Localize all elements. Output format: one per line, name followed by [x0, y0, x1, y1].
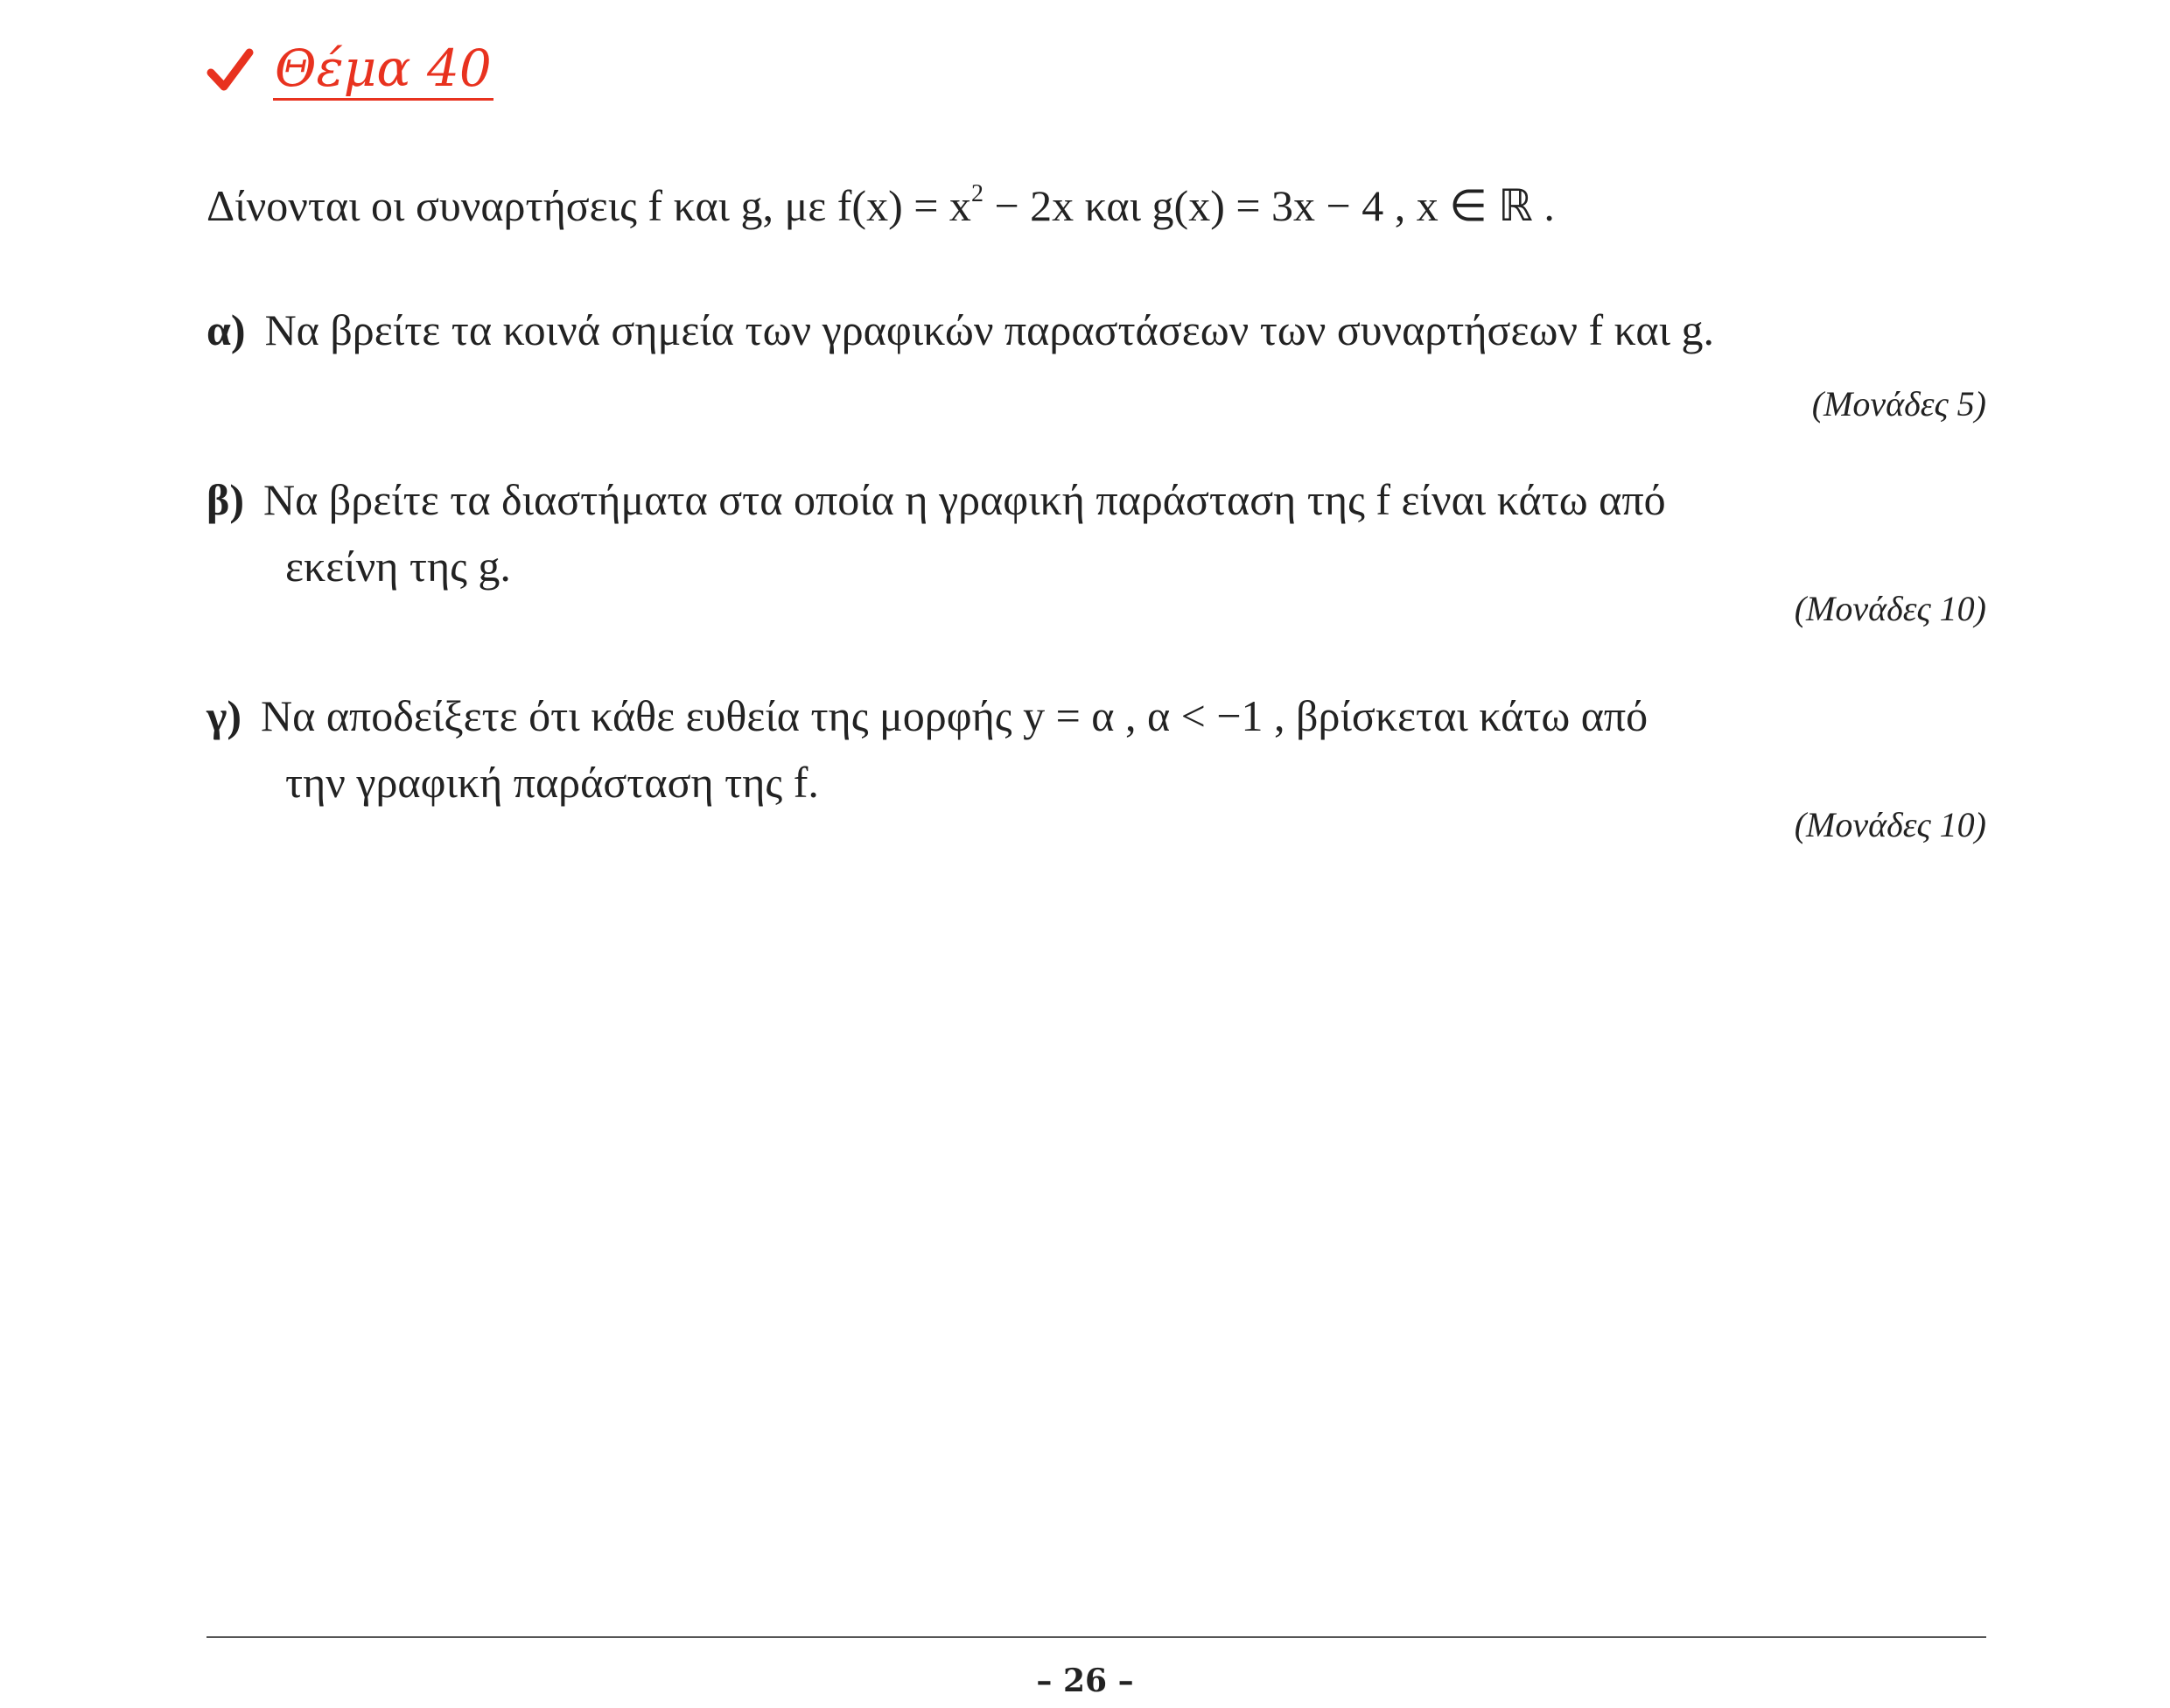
footer-divider	[206, 1636, 1986, 1638]
question-text-continued: εκείνη της g.	[285, 542, 511, 591]
points-label: (Μονάδες 5)	[1811, 384, 1986, 424]
points-label: (Μονάδες 10)	[1794, 805, 1986, 844]
question-label: α)	[206, 305, 246, 354]
check-icon	[206, 46, 254, 94]
question-a	[206, 305, 1986, 424]
question-label: β)	[206, 475, 244, 524]
question-text: Να αποδείξετε ότι κάθε ευθεία της μορφής y = α , α < −1 , βρίσκεται κάτω από	[261, 691, 1648, 740]
question-b	[206, 475, 1986, 628]
page-number: – 26 –	[1036, 1662, 1134, 1699]
question-c	[206, 691, 1986, 844]
exponent: 2	[970, 180, 984, 207]
statement-part-1: Δίνονται οι συναρτήσεις f και g, με f(x) = x	[206, 181, 971, 230]
points-label: (Μονάδες 10)	[1794, 589, 1986, 628]
question-text: Να βρείτε τα κοινά σημεία των γραφικών παραστάσεων των συναρτήσεων f και g.	[264, 305, 1715, 354]
problem-statement	[206, 180, 1555, 230]
question-text: Να βρείτε τα διαστήματα στα οποία η γραφική παράσταση της f είναι κάτω από	[263, 475, 1666, 524]
section-heading	[206, 35, 494, 105]
question-text-continued: την γραφική παράσταση της f.	[285, 758, 819, 807]
section-title: Θέμα 40	[273, 39, 494, 101]
statement-part-2: − 2x και g(x) = 3x − 4 , x ∈ ℝ .	[983, 181, 1555, 230]
question-label: γ)	[206, 691, 242, 740]
